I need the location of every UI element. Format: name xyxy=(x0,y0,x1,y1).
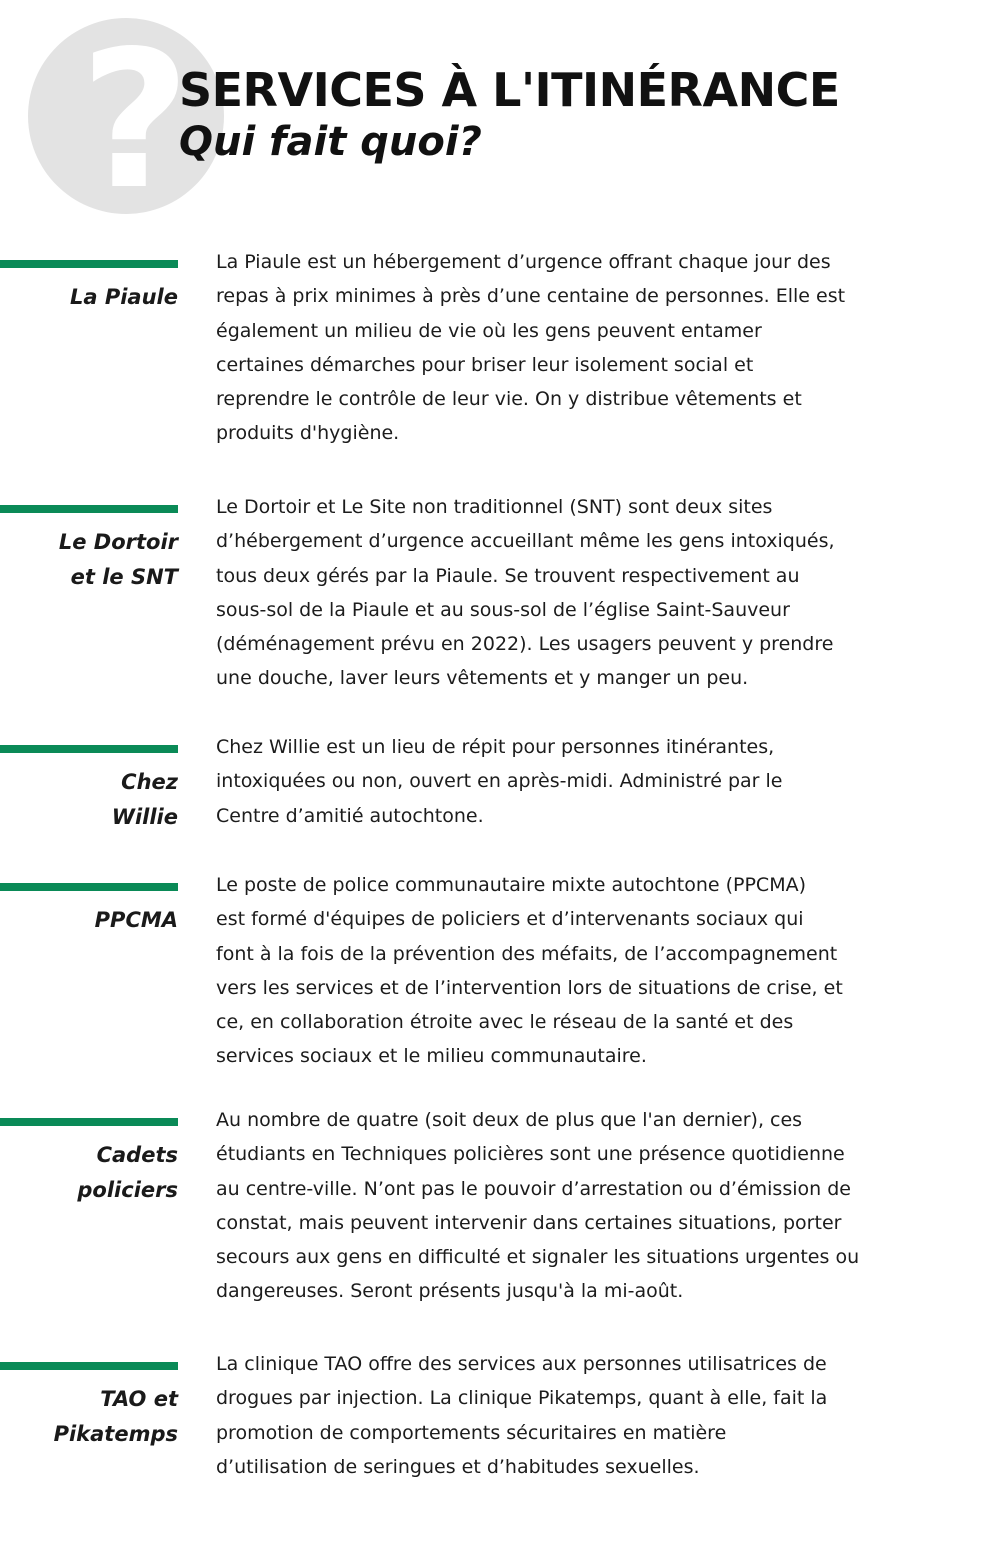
service-label: PPCMA xyxy=(94,908,178,932)
service-label: La Piaule xyxy=(69,285,178,309)
accent-rule xyxy=(0,505,178,513)
service-description: Le Dortoir et Le Site non traditionnel (SNT) sont deux sites d’hébergement d’urgence accueillant même les gens intoxiqués, tous deux gérés par la Piaule. Se trouvent respectivement au sous-sol de la Piaule et au sous-sol de l’église Saint-Sauveur (déménagement prévu en 2022). Les usagers peuvent y prendre une douche, laver leurs vêtements et y manger un peu. xyxy=(216,496,835,690)
service-label: Cadets policiers xyxy=(77,1143,178,1202)
service-label: Chez Willie xyxy=(111,770,178,829)
service-label: TAO et Pikatemps xyxy=(53,1387,178,1446)
service-description: Au nombre de quatre (soit deux de plus que l'an dernier), ces étudiants en Techniques policières sont une présence quotidienne au centre-ville. N’ont pas le pouvoir d’arrestation ou d’émission de constat, mais peuvent intervenir dans certaines situations, porter secours aux gens en difficulté et signaler les situations urgentes ou dangereuses. Seront présents jusqu'à la mi-août. xyxy=(216,1109,860,1303)
accent-rule xyxy=(0,745,178,753)
service-label: Le Dortoir et le SNT xyxy=(58,530,178,589)
service-description: La clinique TAO offre des services aux personnes utilisatrices de drogues par injection. La clinique Pikatemps, quant à elle, fait la promotion de comportements sécuritaires en matière d’utilisation de seringues et d’habitudes sexuelles. xyxy=(216,1353,828,1478)
accent-rule xyxy=(0,1118,178,1126)
question-mark-icon: ? xyxy=(80,18,191,214)
accent-rule xyxy=(0,1362,178,1370)
service-description: Le poste de police communautaire mixte autochtone (PPCMA) est formé d'équipes de policiers et d’intervenants sociaux qui font à la fois de la prévention des méfaits, de l’accompagnement vers les services et de l’intervention lors de situations de crise, et ce, en collaboration étroite avec le réseau de la santé et des services sociaux et le milieu communautaire. xyxy=(216,874,843,1068)
page-subtitle: Qui fait quoi? xyxy=(179,119,482,165)
service-description: La Piaule est un hébergement d’urgence offrant chaque jour des repas à prix minimes à près d’une centaine de personnes. Elle est également un milieu de vie où les gens peuvent entamer certaines démarches pour briser leur isolement social et reprendre le contrôle de leur vie. On y distribue vêtements et produits d'hygiène. xyxy=(216,251,846,445)
service-description: Chez Willie est un lieu de répit pour personnes itinérantes, intoxiquées ou non, ouvert en après-midi. Administré par le Centre d’amitié autochtone. xyxy=(216,736,783,827)
accent-rule xyxy=(0,260,178,268)
accent-rule xyxy=(0,883,178,891)
page-title: SERVICES À L'ITINÉRANCE xyxy=(179,63,840,117)
